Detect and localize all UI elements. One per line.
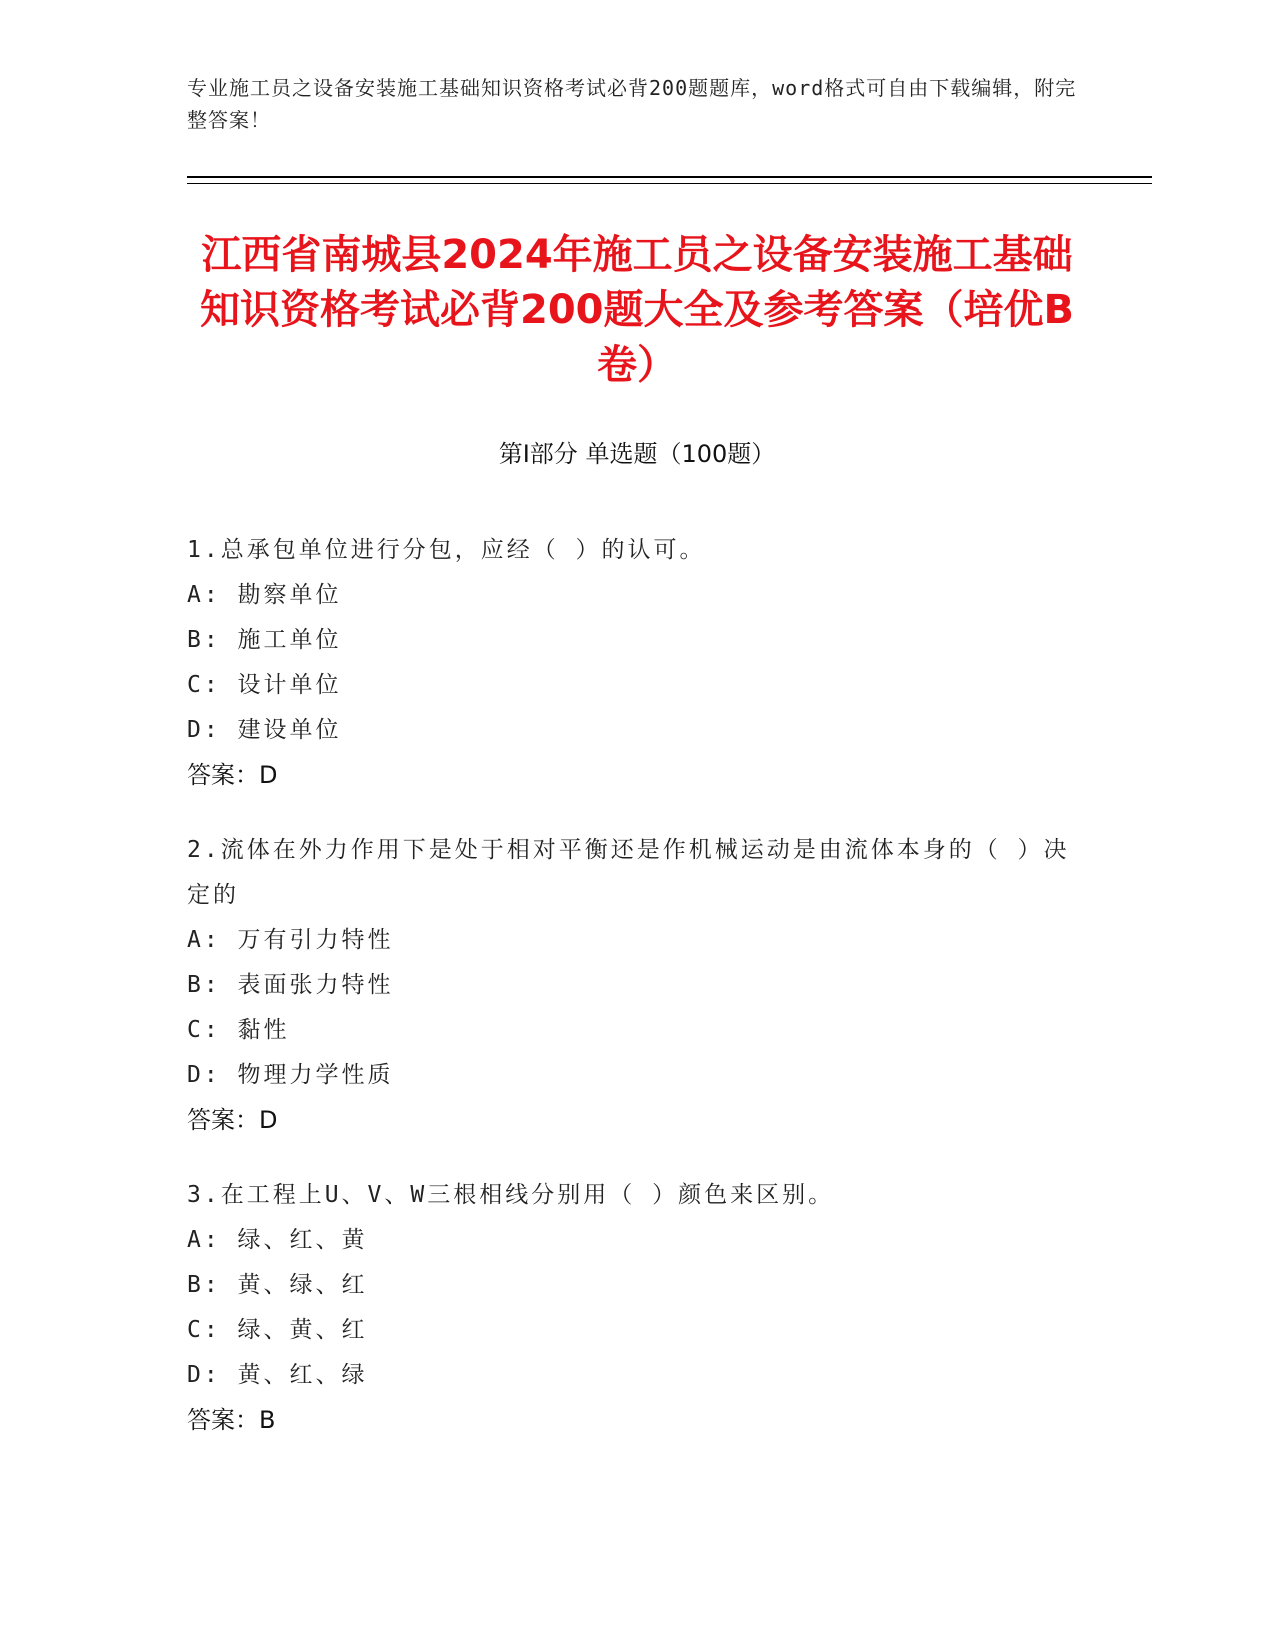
option-a: A: 万有引力特性 (187, 927, 394, 953)
question-stem: 1.总承包单位进行分包，应经（ ）的认可。 (187, 537, 706, 563)
question-list (187, 528, 1087, 1473)
option-b: B: 表面张力特性 (187, 972, 394, 998)
section-heading: 第I部分 单选题（100题） (498, 440, 776, 468)
answer-line: 答案：D (187, 761, 278, 789)
option-a: A: 勘察单位 (187, 582, 342, 608)
option-b: B: 黄、绿、红 (187, 1272, 368, 1298)
question-item (187, 828, 1087, 1143)
answer-line: 答案：B (187, 1406, 276, 1434)
answer-line: 答案：D (187, 1106, 278, 1134)
option-a: A: 绿、红、黄 (187, 1227, 368, 1253)
option-c: C: 绿、黄、红 (187, 1317, 368, 1343)
header-note: 专业施工员之设备安装施工基础知识资格考试必背200题题库，word格式可自由下载编辑，附完整答案！ (187, 76, 1077, 132)
question-stem: 2.流体在外力作用下是处于相对平衡还是作机械运动是由流体本身的（ ）决定的 (187, 837, 1070, 908)
header-divider-thick (187, 176, 1152, 178)
option-b: B: 施工单位 (187, 627, 342, 653)
document-title: 江西省南城县2024年施工员之设备安装施工基础知识资格考试必背200题大全及参考答案（培优B卷） (200, 232, 1074, 388)
header-divider-thin (187, 183, 1152, 184)
option-d: D: 物理力学性质 (187, 1062, 394, 1088)
option-c: C: 黏性 (187, 1017, 290, 1043)
option-d: D: 黄、红、绿 (187, 1362, 368, 1388)
question-item (187, 528, 1087, 798)
question-item (187, 1173, 1087, 1443)
option-d: D: 建设单位 (187, 717, 342, 743)
question-stem: 3.在工程上U、V、W三根相线分别用（ ）颜色来区别。 (187, 1182, 835, 1208)
option-c: C: 设计单位 (187, 672, 342, 698)
